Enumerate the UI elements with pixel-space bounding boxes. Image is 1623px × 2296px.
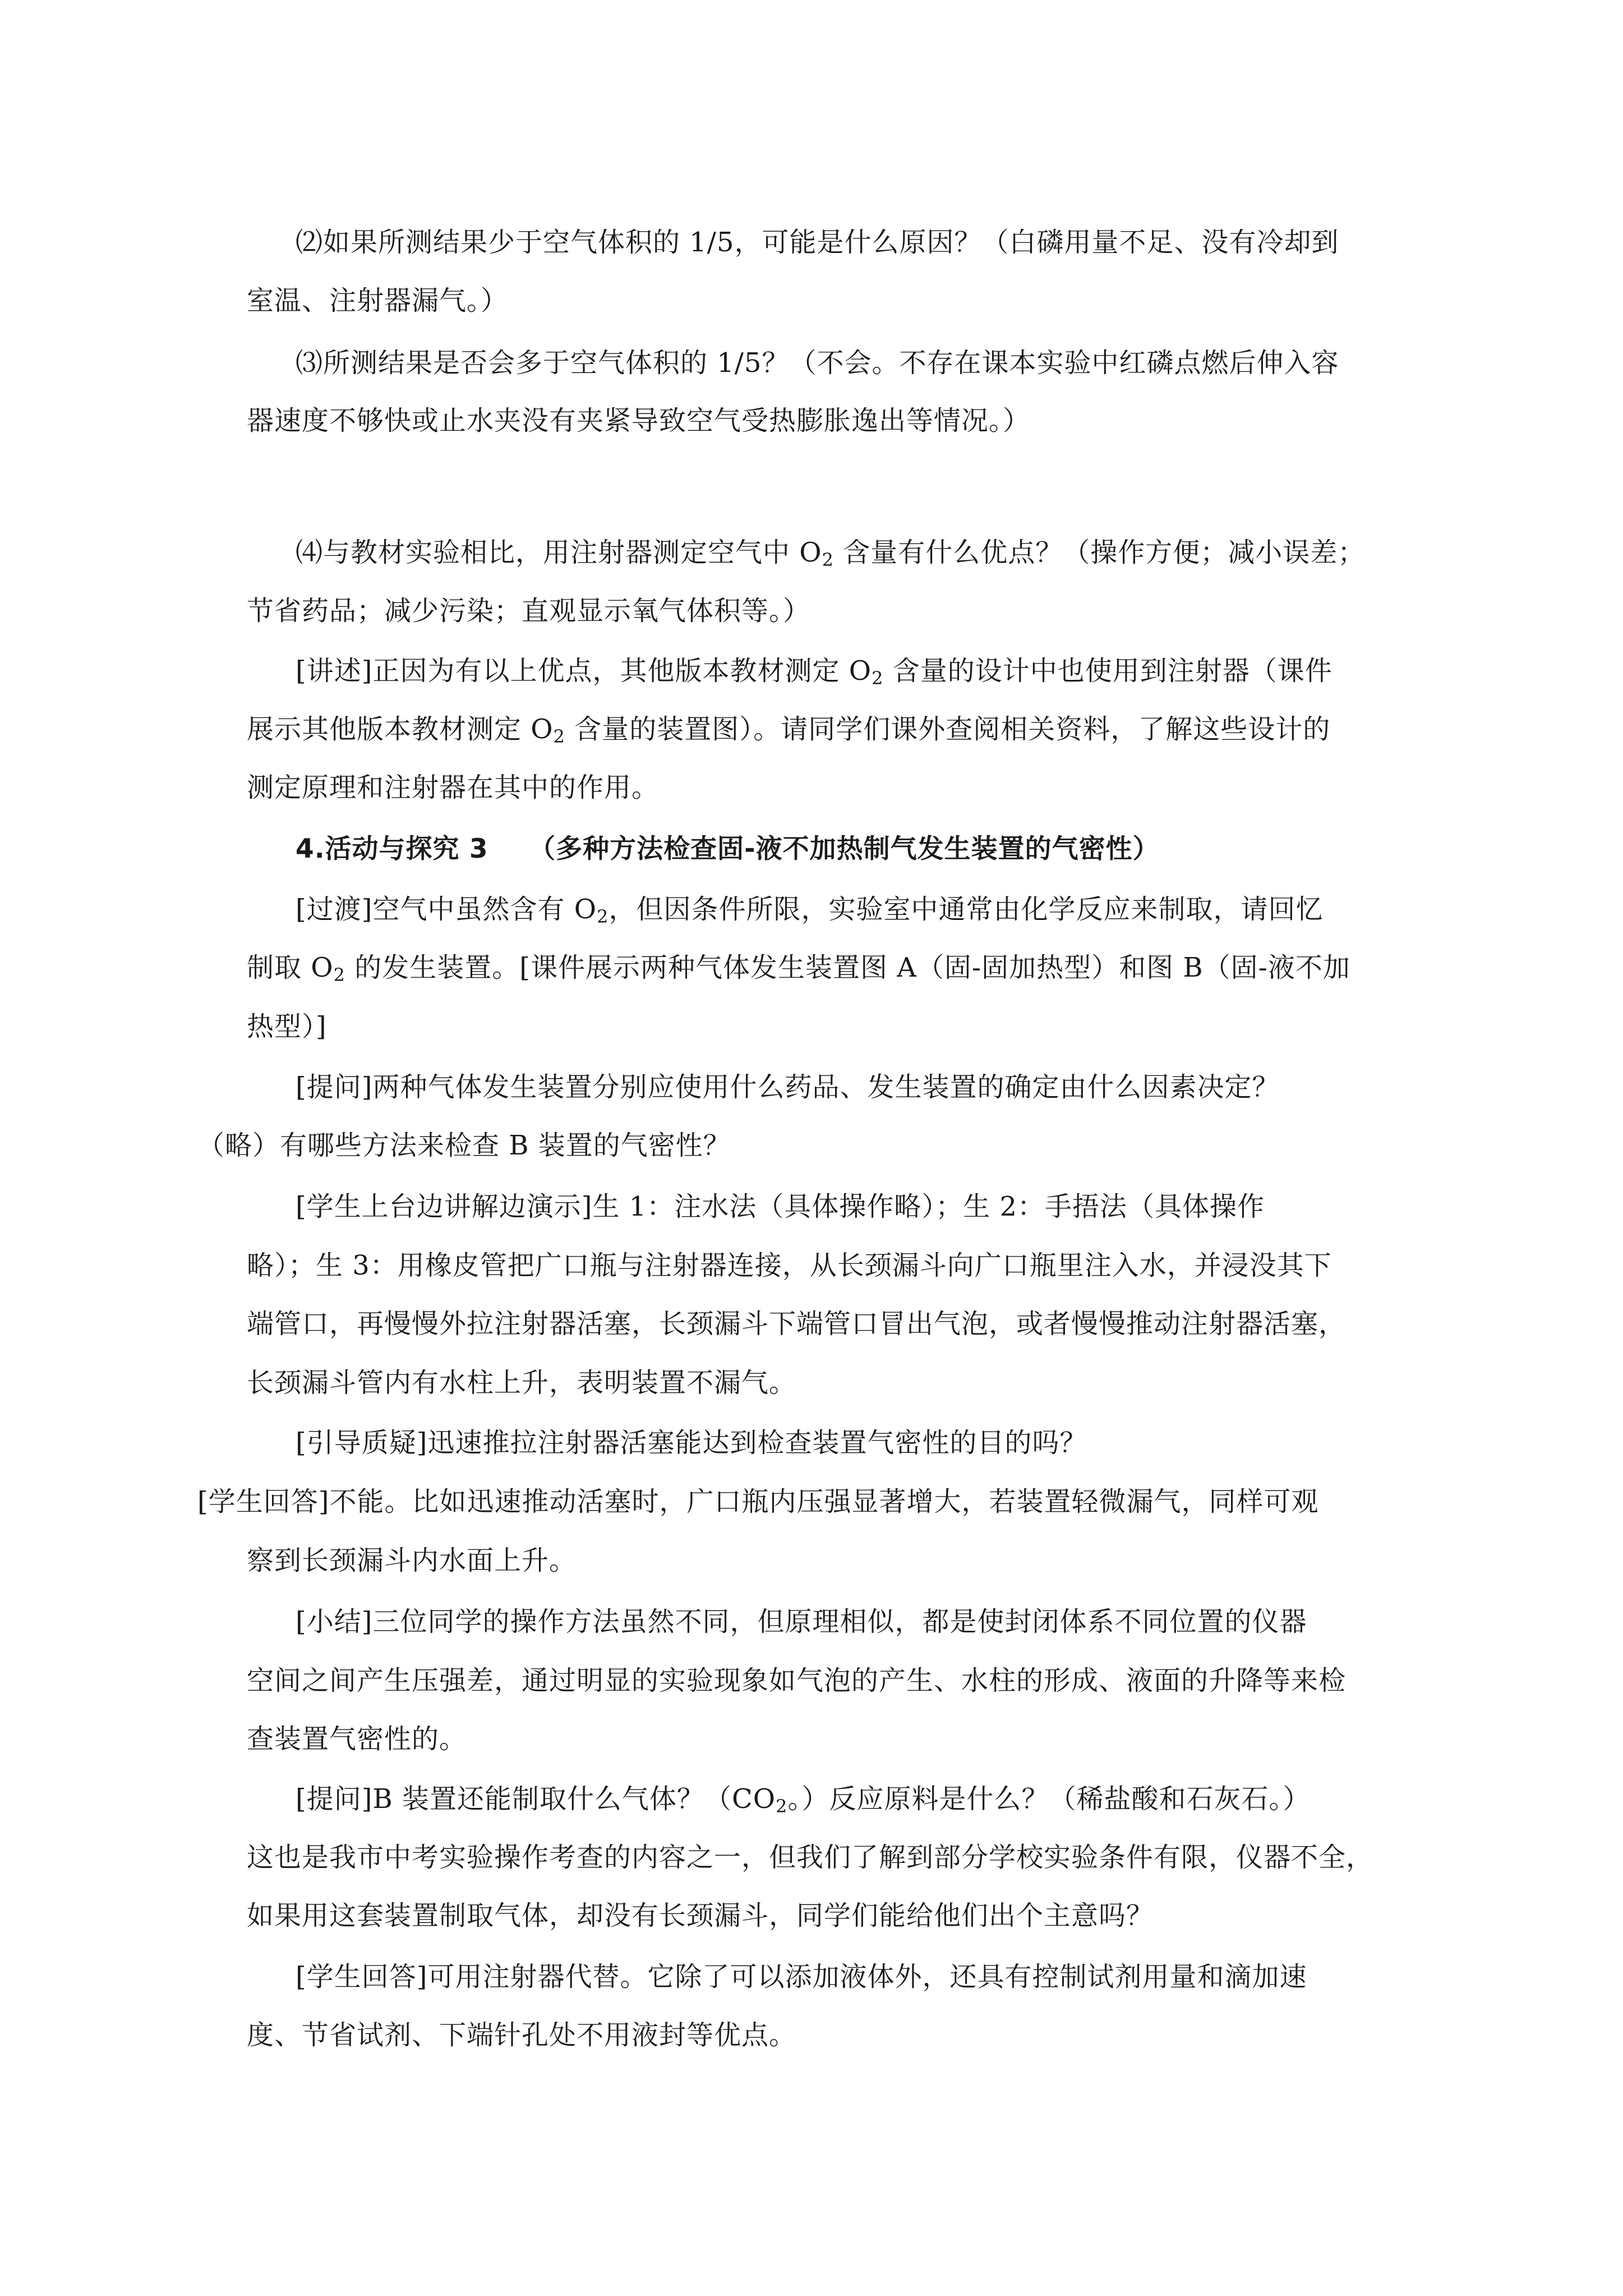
text-segment: 含量的设计中也使用到注射器（课件 bbox=[883, 655, 1332, 687]
final-answer-line-2: 度、节省试剂、下端针孔处不用液封等优点。 bbox=[247, 2019, 797, 2051]
followup-question-line-1 bbox=[296, 1782, 1310, 1816]
subscript: 2 bbox=[776, 1796, 788, 1817]
paragraph-3-line-1: ⑶所测结果是否会多于空气体积的 1/5？（不会。不存在课本实验中红磷点燃后伸入容 bbox=[296, 347, 1339, 379]
lecture-line-3: 测定原理和注射器在其中的作用。 bbox=[247, 772, 660, 803]
subscript: 2 bbox=[872, 668, 884, 689]
lecture-line-1 bbox=[296, 654, 1332, 688]
demo-line-1: [学生上台边讲解边演示]生 1：注水法（具体操作略）；生 2：手捂法（具体操作 bbox=[296, 1191, 1265, 1222]
text-segment: ⑷与教材实验相比，用注射器测定空气中 O bbox=[296, 537, 822, 568]
summary-line-3: 查装置气密性的。 bbox=[247, 1723, 467, 1755]
subscript: 2 bbox=[333, 964, 345, 986]
section-heading: 4.活动与探究 3 （多种方法检查固-液不加热制气发生装置的气密性） bbox=[296, 834, 1160, 864]
paragraph-3-line-2: 器速度不够快或止水夹没有夹紧导致空气受热膨胀逸出等情况。） bbox=[247, 405, 1031, 436]
student-answer-line-1: [学生回答]不能。比如迅速推动活塞时，广口瓶内压强显著增大，若装置轻微漏气，同样可观 bbox=[197, 1486, 1319, 1517]
summary-line-1: [小结]三位同学的操作方法虽然不同，但原理相似，都是使封闭体系不同位置的仪器 bbox=[296, 1606, 1307, 1637]
paragraph-4-line-2: 节省药品；减少污染；直观显示氧气体积等。） bbox=[247, 595, 811, 627]
text-segment: 的发生装置。[课件展示两种气体发生装置图 A（固-固加热型）和图 B（固-液不加 bbox=[345, 952, 1350, 983]
text-segment: 展示其他版本教材测定 O bbox=[247, 714, 554, 745]
lecture-line-2 bbox=[247, 712, 1330, 746]
final-answer-line-1: [学生回答]可用注射器代替。它除了可以添加液体外，还具有控制试剂用量和滴加速 bbox=[296, 1961, 1307, 1993]
followup-question-line-2: 这也是我市中考实验操作考查的内容之一，但我们了解到部分学校实验条件有限，仪器不全， bbox=[247, 1842, 1374, 1873]
demo-line-2: 略）；生 3：用橡皮管把广口瓶与注射器连接，从长颈漏斗向广口瓶里注入水，并浸没其下 bbox=[247, 1250, 1332, 1281]
text-segment: [讲述]正因为有以上优点，其他版本教材测定 O bbox=[296, 655, 872, 687]
subscript: 2 bbox=[553, 726, 565, 747]
transition-line-2 bbox=[247, 951, 1350, 984]
question-line-1: [提问]两种气体发生装置分别应使用什么药品、发生装置的确定由什么因素决定？ bbox=[296, 1071, 1280, 1103]
summary-line-2: 空间之间产生压强差，通过明显的实验现象如气泡的产生、水柱的形成、液面的升降等来检 bbox=[247, 1665, 1347, 1696]
text-segment: ，但因条件所限，实验室中通常由化学反应来制取，请回忆 bbox=[608, 894, 1324, 925]
text-segment: 制取 O bbox=[247, 952, 334, 983]
paragraph-2-line-2: 室温、注射器漏气。） bbox=[247, 285, 509, 316]
text-segment: 含量的装置图）。请同学们课外查阅相关资料，了解这些设计的 bbox=[565, 714, 1331, 745]
paragraph-4-line-1 bbox=[296, 536, 1365, 569]
text-segment: [提问]B 装置还能制取什么气体？（CO bbox=[296, 1783, 776, 1815]
text-segment: 含量有什么优点？（操作方便；减小误差； bbox=[833, 537, 1366, 568]
transition-line-1 bbox=[296, 892, 1323, 926]
question-line-2: （略）有哪些方法来检查 B 装置的气密性？ bbox=[197, 1130, 731, 1161]
demo-line-3: 端管口，再慢慢外拉注射器活塞，长颈漏斗下端管口冒出气泡，或者慢慢推动注射器活塞， bbox=[247, 1308, 1347, 1340]
text-segment: [过渡]空气中虽然含有 O bbox=[296, 894, 597, 925]
subscript: 2 bbox=[822, 549, 834, 570]
student-answer-line-2: 察到长颈漏斗内水面上升。 bbox=[247, 1545, 577, 1576]
demo-line-4: 长颈漏斗管内有水柱上升，表明装置不漏气。 bbox=[247, 1367, 797, 1398]
followup-question-line-3: 如果用这套装置制取气体，却没有长颈漏斗，同学们能给他们出个主意吗？ bbox=[247, 1900, 1154, 1931]
subscript: 2 bbox=[597, 906, 609, 927]
transition-line-3: 热型）] bbox=[247, 1011, 327, 1042]
text-segment: 。）反应原料是什么？（稀盐酸和石灰石。） bbox=[787, 1783, 1311, 1815]
guide-question-line: [引导质疑]迅速推拉注射器活塞能达到检查装置气密性的目的吗？ bbox=[296, 1427, 1087, 1458]
paragraph-2-line-1: ⑵如果所测结果少于空气体积的 1/5，可能是什么原因？（白磷用量不足、没有冷却到 bbox=[296, 227, 1339, 258]
